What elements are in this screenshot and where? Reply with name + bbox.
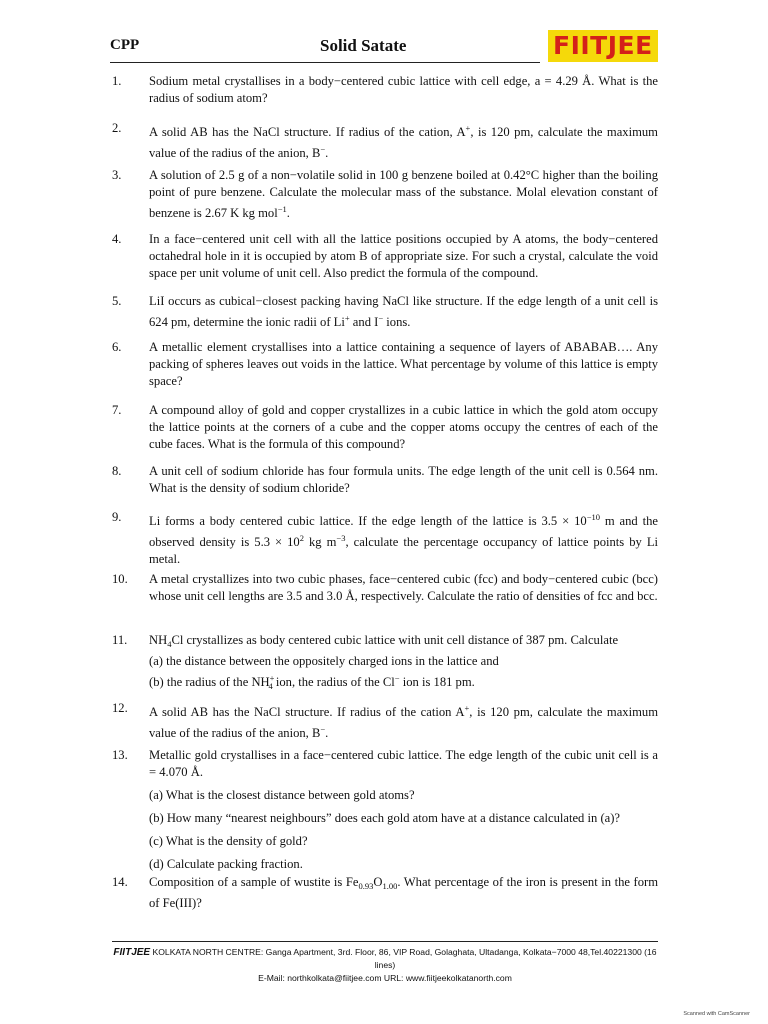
question-7 (112, 402, 658, 453)
question-13 (112, 747, 658, 879)
question-text: LiI occurs as cubical−closest packing having NaCl like structure. If the edge length of a unit cell is 624 pm, determine the ionic radii of Li+ and I− ions. (149, 294, 658, 329)
question-9 (112, 509, 658, 568)
question-text: A metallic element crystallises into a lattice containing a sequence of layers of ABABAB…. Any packing of spheres leaves out voids in the lattice. What percentage by volume of this lattice is empty space? (149, 340, 658, 388)
question-text: A metal crystallizes into two cubic phases, face−centered cubic (fcc) and body−centered cubic (bcc) whose unit cell lengths are 3.5 and 3.0 Å, respectively. Calculate the ratio of densities of fcc and bcc. (149, 572, 658, 603)
question-12 (112, 700, 658, 742)
question-number: 11. (112, 633, 128, 647)
question-number: 3. (112, 168, 122, 182)
question-text: Li forms a body centered cubic lattice. If the edge length of the lattice is $3.5 \times 10^{-10}$ m and the observed density is $5.3 \times 10^2$ kg $m^{-3}$, calculate the percentage occupancy of lattice points by Li metal. (149, 512, 659, 566)
question-text: $NH_4Cl$ crystallizes as body centered cubic lattice with unit cell distance of 387 pm. Calculate (149, 633, 619, 649)
question-part: (a) What is the closest distance between gold atoms? (149, 788, 415, 802)
question-part: (b) How many “nearest neighbours” does each gold atom have at a distance calculated in (a)? (149, 811, 621, 825)
question-8 (112, 463, 658, 497)
scanner-watermark: Scanned with CamScanner (683, 1011, 750, 1017)
question-text: Metallic gold crystallises in a face−centered cubic lattice. The edge length of the cubic unit cell is a = 4.070 Å. (149, 748, 658, 779)
question-text: A compound alloy of gold and copper crystallizes in a cubic lattice in which the gold atom occupy the lattice points at the corners of a cube and the copper atoms occupy the centres of each of the cube faces. What is the formula of this compound? (149, 403, 658, 451)
footer-address: KOLKATA NORTH CENTRE: Ganga Apartment, 3rd. Floor, 86, VIP Road, Golaghata, Ultadanga, Kolkata−7000 48,Tel.40221300 (16 lines) (152, 947, 657, 970)
question-10 (112, 571, 658, 605)
page-header (110, 30, 670, 66)
footer-logo: FIITJEE (113, 947, 151, 958)
question-4 (112, 231, 658, 282)
question-number: 12. (112, 701, 128, 715)
question-number: 9. (112, 510, 122, 524)
question-number: 1. (112, 74, 122, 88)
fiitjee-logo: FIITJEE (548, 30, 658, 62)
question-number: 14. (112, 875, 128, 889)
question-text: Sodium metal crystallises in a body−centered cubic lattice with cell edge, a = 4.29 Å. What is the radius of sodium atom? (149, 74, 658, 105)
question-part: (b) the radius of the $NH^+_4$ ion, the radius of the Cl− ion is 181 pm. (149, 673, 475, 691)
question-text: A solution of 2.5 g of a non−volatile solid in 100 g benzene boiled at 0.42°C higher than the boiling point of pure benzene. Calculate the molecular mass of the substance. Molal elevation constant of benzene is 2.67 K kg mol$^{-1}$. (149, 168, 658, 220)
question-5 (112, 293, 658, 331)
question-6 (112, 339, 658, 390)
question-number: 8. (112, 464, 122, 478)
question-part: (d) Calculate packing fraction. (149, 857, 303, 871)
page-title: Solid Satate (320, 36, 407, 55)
question-part: (a) the distance between the oppositely charged ions in the lattice and (149, 654, 499, 668)
page-footer (112, 946, 658, 985)
question-text: Composition of a sample of wustite is $Fe_{0.93}O_{1.00}$. What percentage of the iron is present in the form of Fe(III)? (149, 875, 658, 910)
footer-rule (112, 941, 658, 942)
question-text: A solid AB has the NaCl structure. If radius of the cation, A+, is 120 pm, calculate the maximum value of the radius of the anion, B−. (149, 123, 658, 160)
question-text: A unit cell of sodium chloride has four formula units. The edge length of the unit cell is 0.564 nm. What is the density of sodium chloride? (149, 464, 658, 495)
question-number: 5. (112, 294, 122, 308)
header-label: CPP (110, 37, 140, 53)
question-parts (149, 787, 658, 873)
question-number: 2. (112, 121, 122, 135)
question-text: In a face−centered unit cell with all the lattice positions occupied by A atoms, the body−centered octahedral hole in it is occupied by atom B of appropriate size. For such a crystal, calculate the void space per unit volume of unit cell. Also predict the formula of the compound. (149, 232, 658, 280)
question-text: A solid AB has the NaCl structure. If radius of the cation A+, is 120 pm, calculate the maximum value of the radius of the anion, B−. (149, 703, 658, 740)
question-part: (c) What is the density of gold? (149, 834, 308, 848)
footer-contact: E-Mail: northkolkata@fiitjee.com URL: www.fiitjeekolkatanorth.com (258, 973, 512, 983)
question-number: 6. (112, 340, 122, 354)
question-14 (112, 874, 658, 912)
question-1 (112, 73, 658, 107)
question-number: 4. (112, 232, 122, 246)
question-3 (112, 167, 658, 222)
header-rule (110, 62, 540, 63)
question-number: 13. (112, 748, 128, 762)
question-number: 10. (112, 572, 128, 586)
question-11 (112, 632, 658, 695)
question-number: 7. (112, 403, 122, 417)
question-2 (112, 120, 658, 162)
